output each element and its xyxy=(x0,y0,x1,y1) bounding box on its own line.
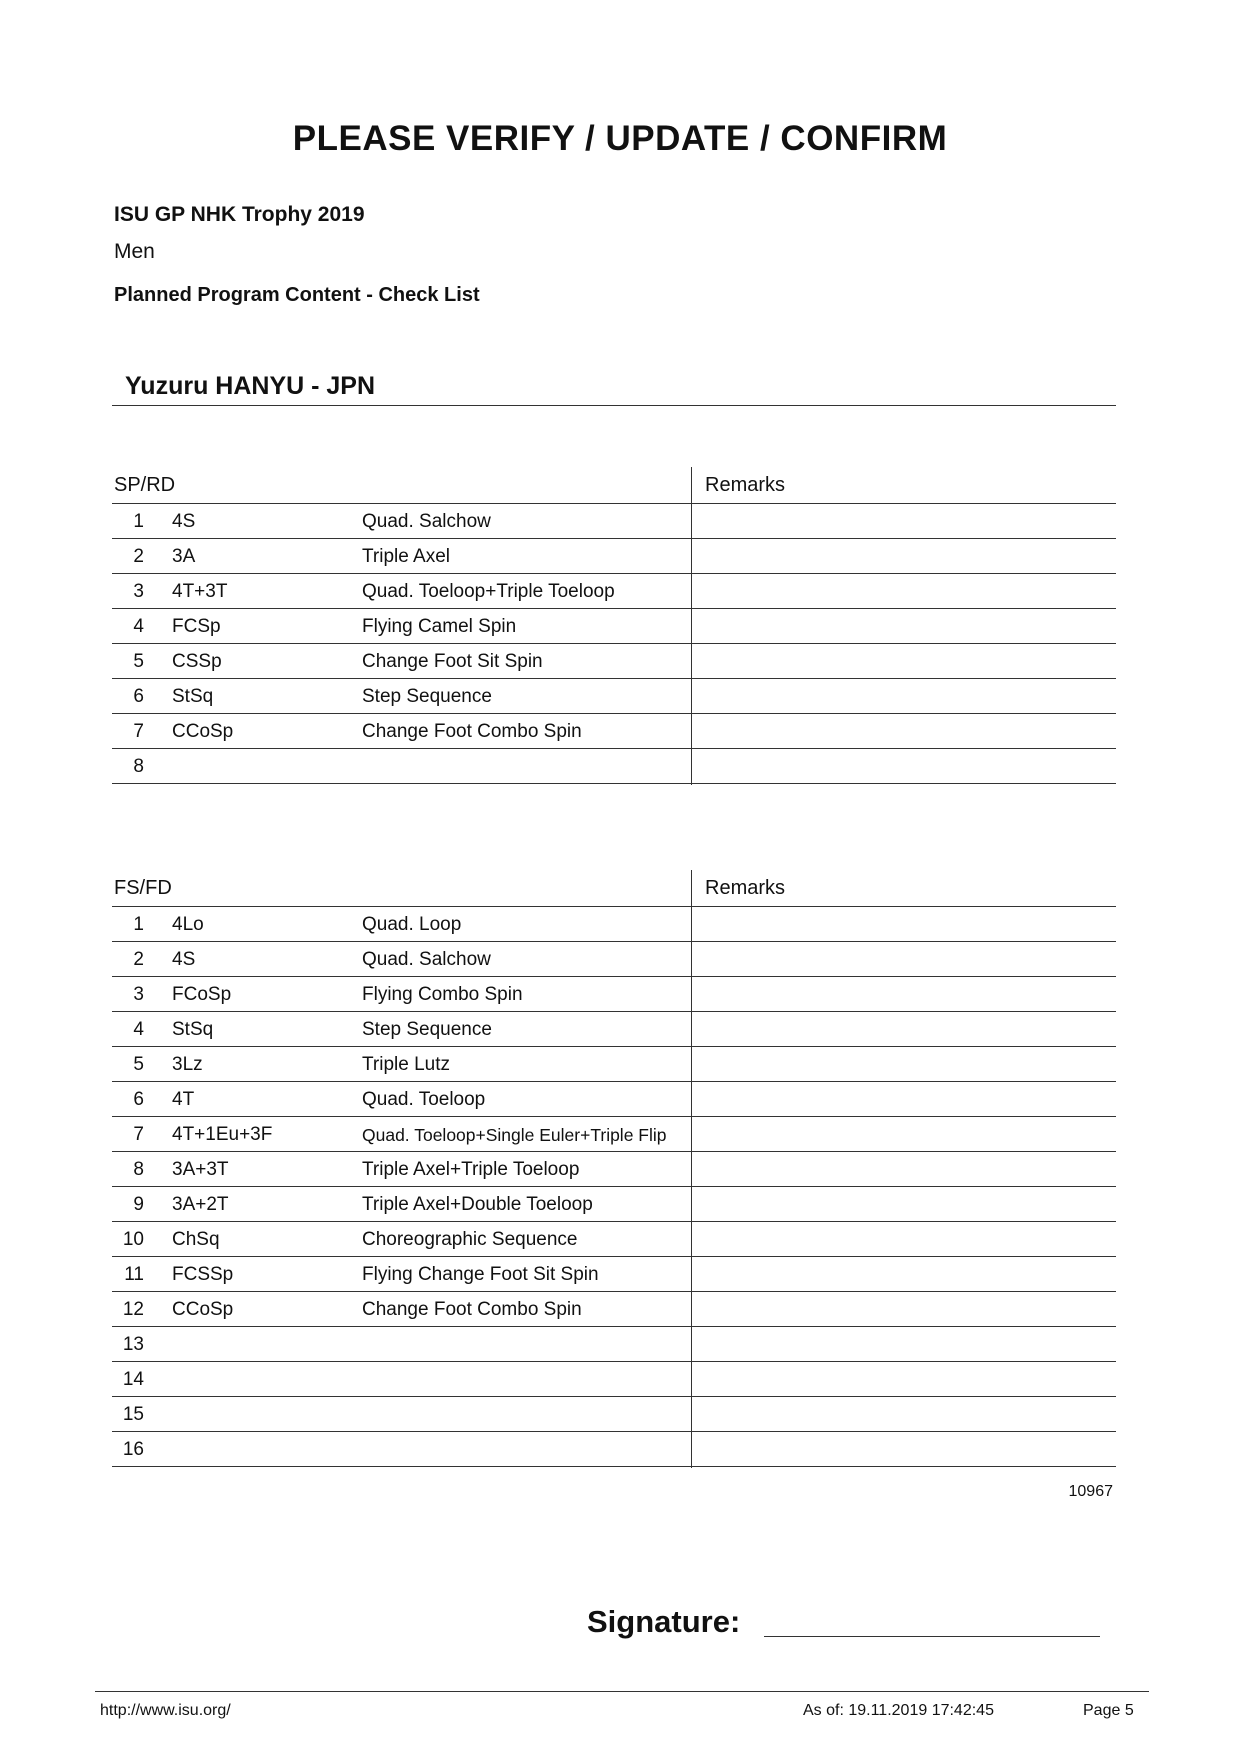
table-row xyxy=(112,942,1116,977)
column-divider xyxy=(691,1047,692,1083)
column-divider xyxy=(691,1012,692,1048)
table-row xyxy=(112,1327,1116,1362)
element-number: 11 xyxy=(124,1264,144,1285)
element-description: Triple Axel xyxy=(362,546,450,567)
element-number: 7 xyxy=(133,721,144,742)
segment-label: FS/FD xyxy=(114,877,172,899)
remarks-cell[interactable] xyxy=(693,679,1116,713)
element-number: 4 xyxy=(133,616,144,637)
element-number: 5 xyxy=(133,1054,144,1075)
element-number: 8 xyxy=(133,756,144,777)
footer-divider xyxy=(95,1691,1149,1692)
column-divider xyxy=(691,907,692,943)
table-row xyxy=(112,714,1116,749)
element-code: 4S xyxy=(172,949,196,970)
remarks-cell[interactable] xyxy=(693,749,1116,783)
fs-table-header xyxy=(112,870,1116,907)
footer-page-number: Page 5 xyxy=(1083,1702,1134,1719)
column-divider xyxy=(691,1432,692,1468)
remarks-cell[interactable] xyxy=(693,1292,1116,1326)
fs-table xyxy=(112,870,1116,1467)
element-number: 3 xyxy=(133,581,144,602)
table-row xyxy=(112,1047,1116,1082)
column-divider xyxy=(691,504,692,540)
element-description: Step Sequence xyxy=(362,686,492,707)
element-code: 4Lo xyxy=(172,914,204,935)
column-divider xyxy=(691,609,692,645)
remarks-cell[interactable] xyxy=(693,1082,1116,1116)
column-divider xyxy=(691,1152,692,1188)
element-code: FCSSp xyxy=(172,1264,234,1285)
column-divider xyxy=(691,1222,692,1258)
skater-divider xyxy=(112,405,1116,406)
element-number: 13 xyxy=(122,1334,144,1355)
table-row xyxy=(112,504,1116,539)
remarks-cell[interactable] xyxy=(693,539,1116,573)
element-number: 8 xyxy=(133,1159,144,1180)
remarks-header: Remarks xyxy=(705,474,786,496)
column-divider xyxy=(691,574,692,610)
element-code: 3A+2T xyxy=(172,1194,229,1215)
remarks-cell[interactable] xyxy=(693,907,1116,941)
signature-label: Signature: xyxy=(587,1604,741,1639)
element-number: 12 xyxy=(122,1299,144,1320)
table-row xyxy=(112,1152,1116,1187)
element-number: 5 xyxy=(133,651,144,672)
element-code: StSq xyxy=(172,686,214,707)
element-description: Step Sequence xyxy=(362,1019,492,1040)
remarks-cell[interactable] xyxy=(693,1432,1116,1466)
element-number: 1 xyxy=(133,914,144,935)
document-code: 10967 xyxy=(1068,1483,1113,1500)
element-code: CSSp xyxy=(172,651,222,672)
table-row xyxy=(112,1187,1116,1222)
table-row xyxy=(112,539,1116,574)
table-row xyxy=(112,644,1116,679)
column-divider xyxy=(691,1117,692,1153)
footer-url[interactable]: http://www.isu.org/ xyxy=(100,1702,231,1719)
remarks-cell[interactable] xyxy=(693,574,1116,608)
column-divider xyxy=(691,1362,692,1398)
element-description: Triple Lutz xyxy=(362,1054,450,1075)
table-row xyxy=(112,1257,1116,1292)
element-code: 3Lz xyxy=(172,1054,203,1075)
table-row xyxy=(112,1082,1116,1117)
element-number: 6 xyxy=(133,1089,144,1110)
element-code: StSq xyxy=(172,1019,214,1040)
column-divider xyxy=(691,977,692,1013)
remarks-cell[interactable] xyxy=(693,1362,1116,1396)
element-number: 14 xyxy=(122,1369,144,1390)
table-row xyxy=(112,1222,1116,1257)
column-divider xyxy=(691,1292,692,1328)
column-divider xyxy=(691,1397,692,1433)
column-divider xyxy=(691,467,692,503)
remarks-cell[interactable] xyxy=(693,1257,1116,1291)
remarks-cell[interactable] xyxy=(693,977,1116,1011)
column-divider xyxy=(691,679,692,715)
table-row xyxy=(112,749,1116,784)
element-code: ChSq xyxy=(172,1229,220,1250)
element-description: Quad. Toeloop+Triple Toeloop xyxy=(362,581,615,602)
element-description: Quad. Loop xyxy=(362,914,462,935)
remarks-cell[interactable] xyxy=(693,1327,1116,1361)
element-description: Flying Combo Spin xyxy=(362,984,523,1005)
remarks-header: Remarks xyxy=(705,877,786,899)
page-title: PLEASE VERIFY / UPDATE / CONFIRM xyxy=(292,119,948,158)
sp-table-header xyxy=(112,467,1116,504)
column-divider xyxy=(691,1187,692,1223)
table-row xyxy=(112,977,1116,1012)
element-number: 1 xyxy=(133,511,144,532)
remarks-cell[interactable] xyxy=(693,942,1116,976)
element-code: 3A xyxy=(172,546,196,567)
table-row xyxy=(112,1117,1116,1152)
footer-timestamp: As of: 19.11.2019 17:42:45 xyxy=(803,1702,994,1719)
column-divider xyxy=(691,1257,692,1293)
element-code: FCoSp xyxy=(172,984,232,1005)
element-code: 4T+1Eu+3F xyxy=(172,1124,273,1145)
column-divider xyxy=(691,644,692,680)
element-number: 9 xyxy=(133,1194,144,1215)
element-code: 3A+3T xyxy=(172,1159,229,1180)
category: Men xyxy=(114,240,155,263)
element-code: FCSp xyxy=(172,616,221,637)
element-number: 7 xyxy=(133,1124,144,1145)
element-description: Quad. Toeloop xyxy=(362,1089,486,1110)
column-divider xyxy=(691,539,692,575)
element-description: Quad. Toeloop+Single Euler+Triple Flip xyxy=(362,1125,667,1145)
remarks-cell[interactable] xyxy=(693,1152,1116,1186)
element-description: Triple Axel+Triple Toeloop xyxy=(362,1159,580,1180)
remarks-cell[interactable] xyxy=(693,1187,1116,1221)
table-row xyxy=(112,1292,1116,1327)
remarks-cell[interactable] xyxy=(693,1012,1116,1046)
document-subtitle: Planned Program Content - Check List xyxy=(114,284,480,306)
column-divider xyxy=(691,714,692,750)
element-description: Change Foot Sit Spin xyxy=(362,651,543,672)
table-row xyxy=(112,907,1116,942)
table-row xyxy=(112,1432,1116,1467)
table-row xyxy=(112,679,1116,714)
element-number: 4 xyxy=(133,1019,144,1040)
remarks-cell[interactable] xyxy=(693,1222,1116,1256)
column-divider xyxy=(691,1327,692,1363)
table-row xyxy=(112,1362,1116,1397)
sp-table xyxy=(112,467,1116,784)
column-divider xyxy=(691,749,692,785)
table-row xyxy=(112,609,1116,644)
element-code: 4T+3T xyxy=(172,581,228,602)
element-description: Change Foot Combo Spin xyxy=(362,721,582,742)
element-number: 2 xyxy=(133,949,144,970)
element-description: Quad. Salchow xyxy=(362,949,491,970)
table-row xyxy=(112,1012,1116,1047)
column-divider xyxy=(691,1082,692,1118)
element-number: 10 xyxy=(122,1229,144,1250)
element-description: Triple Axel+Double Toeloop xyxy=(362,1194,593,1215)
table-row xyxy=(112,574,1116,609)
column-divider xyxy=(691,870,692,906)
element-number: 6 xyxy=(133,686,144,707)
element-number: 3 xyxy=(133,984,144,1005)
column-divider xyxy=(691,942,692,978)
segment-label: SP/RD xyxy=(114,474,176,496)
signature-line[interactable] xyxy=(764,1636,1100,1637)
remarks-cell[interactable] xyxy=(693,609,1116,643)
remarks-cell[interactable] xyxy=(693,1397,1116,1431)
element-description: Flying Camel Spin xyxy=(362,616,517,637)
element-code: 4S xyxy=(172,511,196,532)
element-code: CCoSp xyxy=(172,1299,234,1320)
element-number: 2 xyxy=(133,546,144,567)
remarks-cell[interactable] xyxy=(693,1117,1116,1151)
remarks-cell[interactable] xyxy=(693,644,1116,678)
element-number: 16 xyxy=(122,1439,144,1460)
remarks-cell[interactable] xyxy=(693,1047,1116,1081)
skater-name: Yuzuru HANYU - JPN xyxy=(125,372,376,400)
element-description: Quad. Salchow xyxy=(362,511,491,532)
element-number: 15 xyxy=(122,1404,144,1425)
element-code: CCoSp xyxy=(172,721,234,742)
element-description: Choreographic Sequence xyxy=(362,1229,578,1250)
remarks-cell[interactable] xyxy=(693,714,1116,748)
table-row xyxy=(112,1397,1116,1432)
element-code: 4T xyxy=(172,1089,195,1110)
event-name: ISU GP NHK Trophy 2019 xyxy=(114,203,365,226)
remarks-cell[interactable] xyxy=(693,504,1116,538)
element-description: Flying Change Foot Sit Spin xyxy=(362,1264,599,1285)
element-description: Change Foot Combo Spin xyxy=(362,1299,582,1320)
